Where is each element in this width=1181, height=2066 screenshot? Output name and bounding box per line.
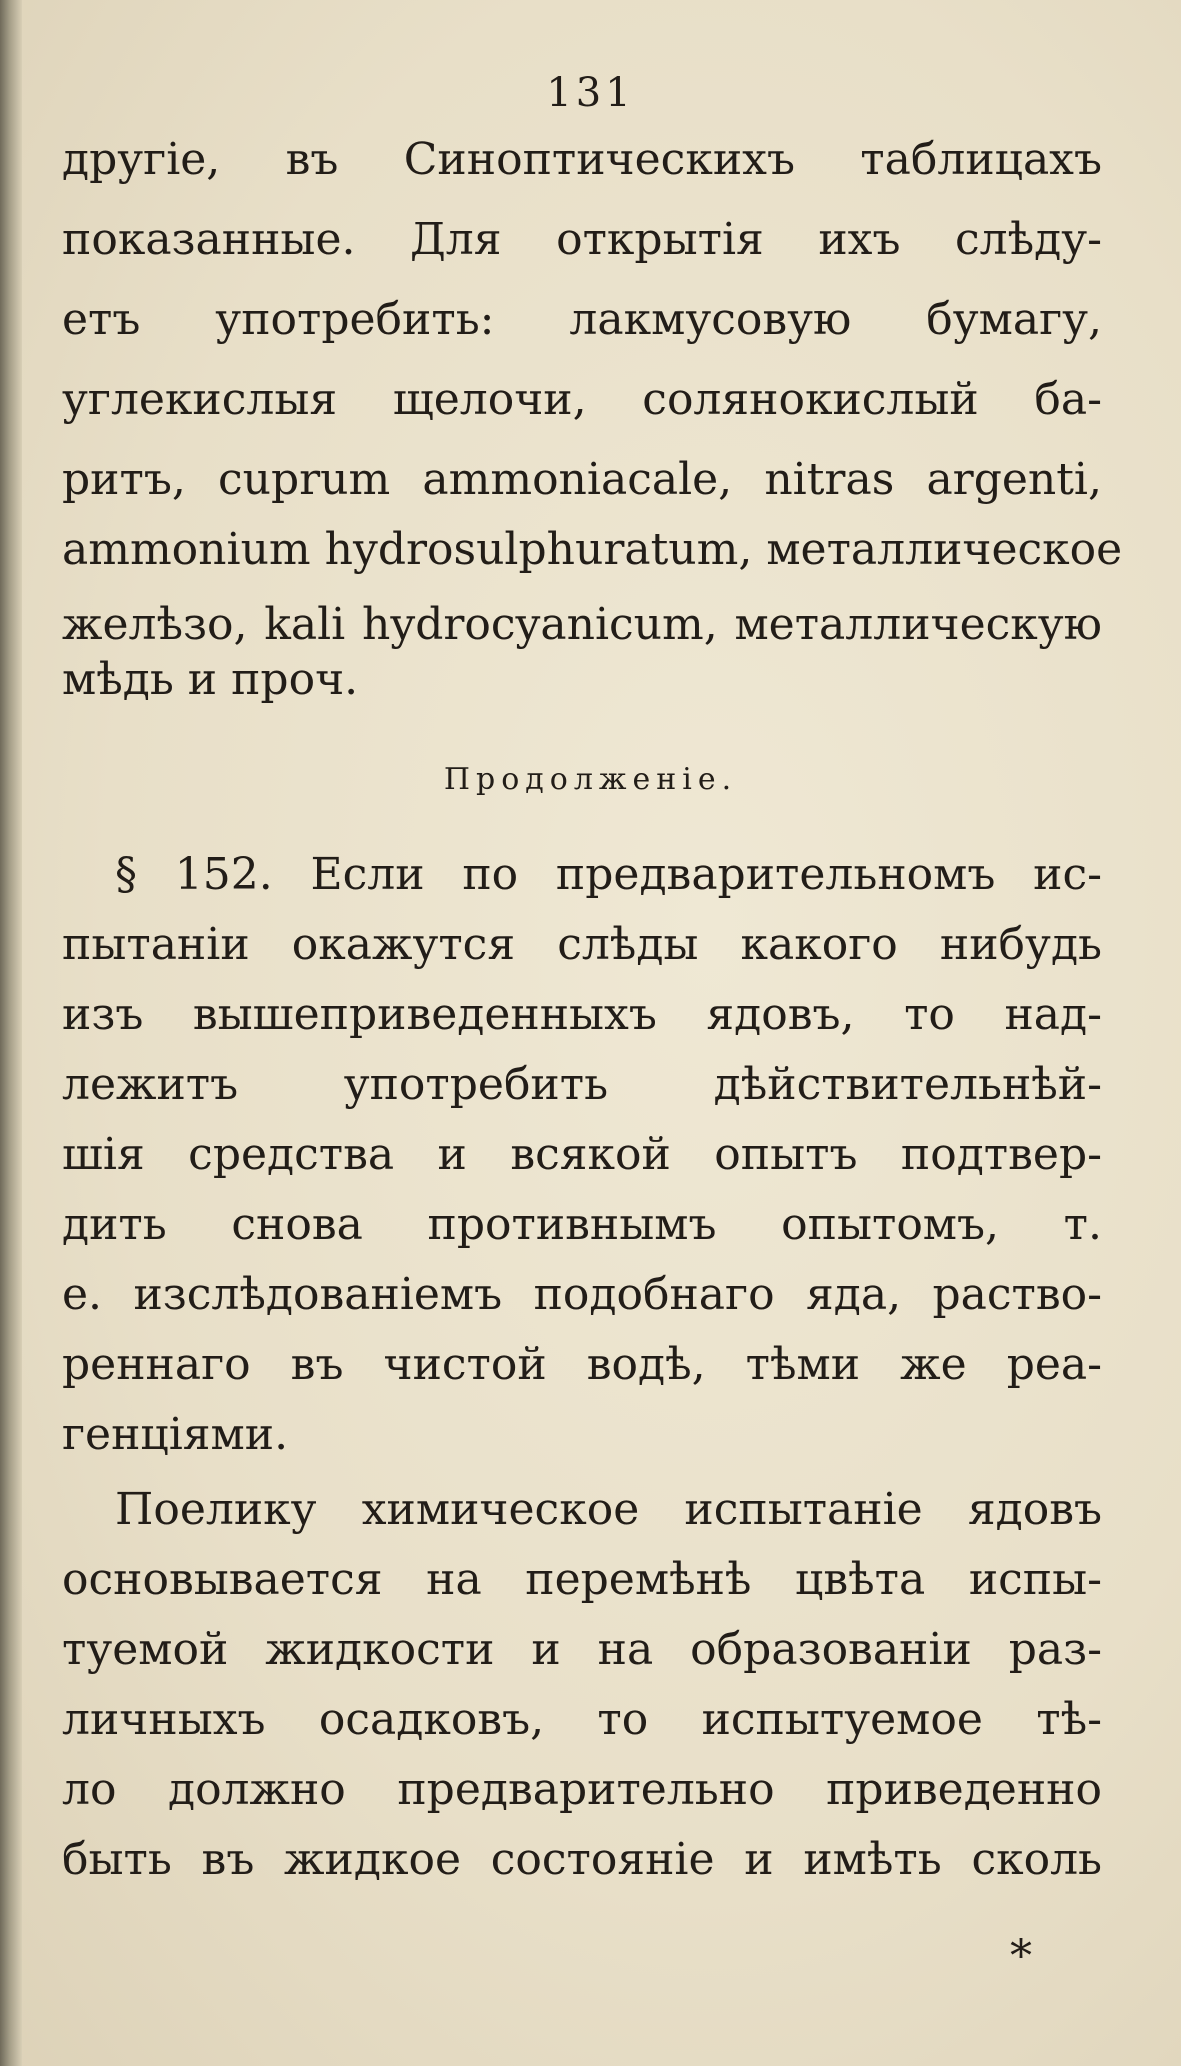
text-line: желѣзо, kali hydrocyanicum, металлическую [62,599,1102,650]
text-line: быть въ жидкое состояніе и имѣть сколь [62,1834,1102,1885]
text-line: Поелику химическое испытаніе ядовъ [115,1484,1102,1535]
text-line: генціями. [62,1409,289,1460]
text-line: изъ вышеприведенныхъ ядовъ, то над- [62,989,1102,1040]
text-line: реннаго въ чистой водѣ, тѣми же реа- [62,1339,1102,1390]
text-line: лежитъ употребить дѣйствительнѣй- [62,1059,1102,1110]
section-heading: Продолженіе. [443,762,738,797]
text-line: етъ употребить: лакмусовую бумагу, [62,294,1102,345]
text-line: е. изслѣдованіемъ подобнаго яда, раство- [62,1269,1102,1320]
text-line: ammonium hydrosulphuratum, металлическое [62,524,1123,575]
text-line: пытаніи окажутся слѣды какого нибудь [62,919,1102,970]
text-line: углекислыя щелочи, солянокислый ба- [62,374,1102,425]
text-line: другіе, въ Синоптическихъ таблицахъ [62,134,1102,185]
text-line: мѣдь и проч. [62,654,359,705]
text-line: личныхъ осадковъ, то испытуемое тѣ- [62,1694,1102,1745]
page-number: 131 [546,70,635,116]
text-line: § 152. Если по предварительномъ ис- [115,849,1102,900]
text-line: показанные. Для открытія ихъ слѣду- [62,214,1102,265]
text-line: дить снова противнымъ опытомъ, т. [62,1199,1102,1250]
text-line: ритъ, cuprum ammoniacale, nitras argenti, [62,454,1102,505]
signature-mark: * [1010,1931,1032,1982]
page-gutter-shadow [0,0,22,2066]
text-line: туемой жидкости и на образованіи раз- [62,1624,1102,1675]
text-line: шія средства и всякой опытъ подтвер- [62,1129,1102,1180]
text-line: основывается на перемѣнѣ цвѣта испы- [62,1554,1102,1605]
text-line: ло должно предварительно приведенно [62,1764,1102,1815]
